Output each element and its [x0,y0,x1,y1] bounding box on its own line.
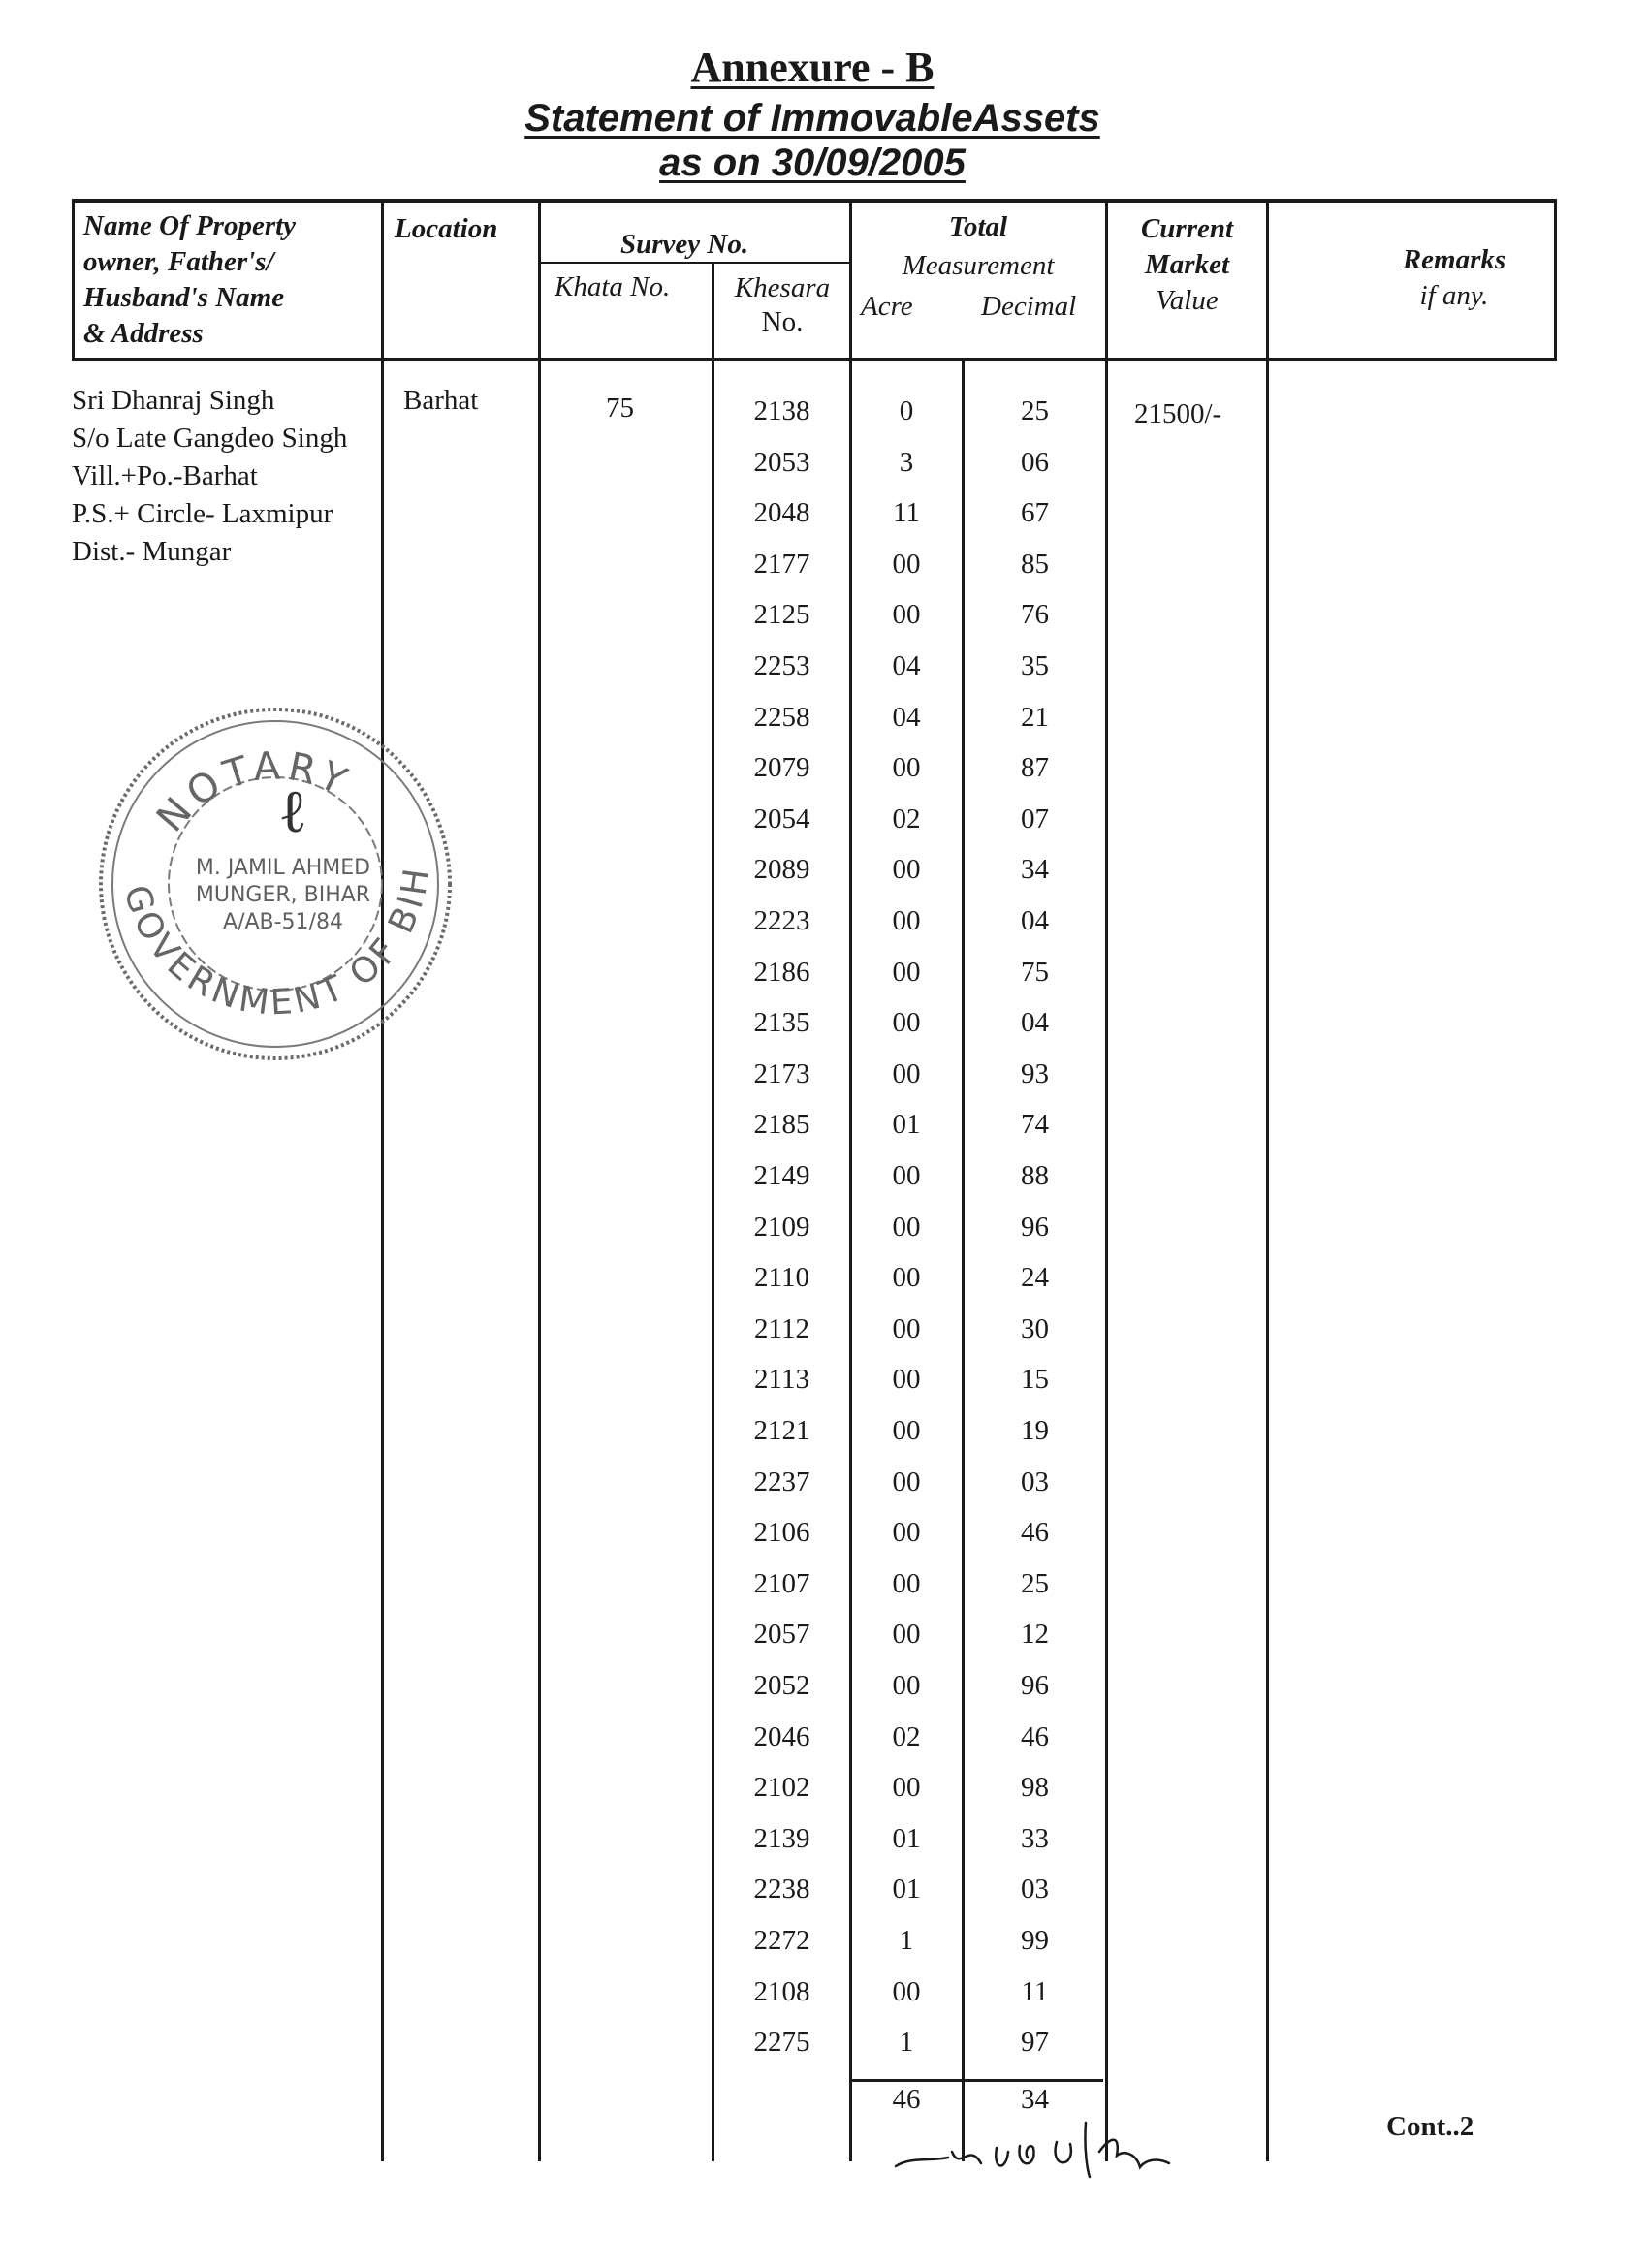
market-value: 21500/- [1134,398,1222,429]
col-header-acre: Acre [861,291,913,322]
decimal-cell: 11 [1021,1976,1049,2007]
decimal-cell: 15 [1021,1364,1049,1395]
khesara-cell: 2112 [754,1313,809,1344]
svg-text:ℓ: ℓ [278,775,307,846]
decimal-cell: 97 [1021,2027,1049,2058]
khesara-cell: 2275 [753,2027,810,2058]
khesara-cell: 2113 [754,1364,809,1395]
khata-number: 75 [606,393,634,424]
col-divider-survey [538,199,541,2161]
khesara-cell: 2177 [753,549,810,580]
acre-cell: 02 [892,1721,921,1752]
acre-cell: 00 [892,1160,921,1191]
statement-date: as on 30/09/2005 [659,142,966,184]
khesara-cell: 2238 [753,1874,810,1905]
decimal-cell: 87 [1021,752,1049,783]
khesara-cell: 2149 [753,1160,810,1191]
decimal-cell: 25 [1021,1568,1049,1599]
decimal-cell: 98 [1021,1772,1049,1803]
decimal-cell: 76 [1021,599,1049,630]
decimal-cell: 33 [1021,1823,1049,1854]
khesara-cell: 2185 [753,1109,810,1140]
acre-cell: 00 [892,1313,921,1344]
khesara-cell: 2052 [753,1670,810,1701]
acre-cell: 00 [892,905,921,936]
acre-cell: 00 [892,1466,921,1497]
col-header-owner: Name Of Property owner, Father's/ Husband's Name & Address [83,210,297,350]
khesara-cell: 2054 [753,803,810,835]
svg-text:M. JAMIL AHMED: M. JAMIL AHMED [195,856,371,880]
khesara-cell: 2272 [753,1925,810,1956]
acre-cell: 3 [899,447,914,478]
decimal-cell: 99 [1021,1925,1049,1956]
acre-cell: 00 [892,752,921,783]
acre-cell: 00 [892,1568,921,1599]
acre-cell: 00 [892,1415,921,1446]
col-header-survey: Survey No. [620,229,749,260]
khesara-cell: 2135 [753,1007,810,1038]
decimal-cell: 96 [1021,1212,1049,1243]
khesara-cell: 2121 [753,1415,810,1446]
table-right-border [1554,199,1557,361]
table-left-border [72,199,75,361]
decimal-cell: 46 [1021,1721,1049,1752]
acre-cell: 04 [892,702,921,733]
acre-cell: 1 [899,1925,914,1956]
acre-cell: 00 [892,1619,921,1650]
total-decimal: 34 [1021,2084,1049,2115]
svg-text:A/AB-51/84: A/AB-51/84 [223,910,343,934]
decimal-cell: 03 [1021,1874,1049,1905]
decimal-cell: 93 [1021,1058,1049,1089]
svg-text:GOVERNMENT OF BIHAR: GOVERNMENT OF BIH [115,862,438,1024]
decimal-cell: 07 [1021,803,1049,835]
total-underline [849,2079,1103,2082]
decimal-cell: 67 [1021,497,1049,528]
col-header-market-value: Current Market Value [1140,213,1234,317]
acre-cell: 01 [892,1874,921,1905]
decimal-cell: 46 [1021,1517,1049,1548]
decimal-cell: 12 [1021,1619,1049,1650]
decimal-cell: 75 [1021,957,1049,988]
decimal-cell: 03 [1021,1466,1049,1497]
khesara-cell: 2046 [753,1721,810,1752]
col-header-decimal: Decimal [981,291,1077,322]
acre-cell: 00 [892,599,921,630]
khesara-cell: 2258 [753,702,810,733]
col-header-remarks: Remarks if any. [1402,244,1506,312]
svg-text:MUNGER, BIHAR: MUNGER, BIHAR [195,883,371,907]
col-divider-value [1105,199,1108,2161]
khesara-cell: 2253 [753,650,810,681]
khesara-cell: 2089 [753,854,810,885]
notary-seal-icon [85,696,461,1072]
col-header-khata: Khata No. [555,271,671,302]
decimal-cell: 24 [1021,1262,1049,1293]
col-header-khesara: Khesara No. [734,272,831,337]
acre-cell: 0 [899,395,914,426]
acre-cell: 04 [892,650,921,681]
acre-cell: 00 [892,1262,921,1293]
khesara-cell: 2108 [753,1976,810,2007]
decimal-cell: 35 [1021,650,1049,681]
col-header-measurement: Measurement [902,250,1055,281]
acre-cell: 11 [893,497,920,528]
khesara-cell: 2053 [753,447,810,478]
handwritten-signature [892,2113,1241,2190]
col-divider-location [381,199,384,2161]
location-value: Barhat [403,385,479,416]
acre-cell: 00 [892,854,921,885]
khesara-cell: 2223 [753,905,810,936]
acre-cell: 00 [892,1212,921,1243]
decimal-cell: 74 [1021,1109,1049,1140]
owner-details: Sri Dhanraj Singh S/o Late Gangdeo Singh Vill.+Po.-Barhat P.S.+ Circle- Laxmipur Dist.- Mungar [72,385,348,567]
decimal-cell: 96 [1021,1670,1049,1701]
khesara-cell: 2107 [753,1568,810,1599]
acre-cell: 00 [892,1976,921,2007]
header-bottom-border [72,358,1557,361]
khesara-cell: 2110 [754,1262,809,1293]
khesara-cell: 2102 [753,1772,810,1803]
khesara-cell: 2125 [753,599,810,630]
khesara-cell: 2109 [753,1212,810,1243]
khesara-cell: 2138 [753,395,810,426]
acre-cell: 00 [892,1670,921,1701]
annexure-title: Annexure - B [690,44,935,91]
signature-icon [892,2113,1241,2190]
decimal-cell: 04 [1021,1007,1049,1038]
decimal-cell: 88 [1021,1160,1049,1191]
khesara-cell: 2237 [753,1466,810,1497]
decimal-cell: 25 [1021,395,1049,426]
continued-note: Cont..2 [1386,2111,1474,2142]
decimal-cell: 19 [1021,1415,1049,1446]
svg-text:NOTARY: NOTARY [147,743,359,841]
acre-cell: 00 [892,1364,921,1395]
acre-cell: 00 [892,957,921,988]
notary-stamp [85,696,461,1072]
decimal-cell: 06 [1021,447,1049,478]
total-acre: 46 [892,2084,921,2115]
acre-cell: 02 [892,803,921,835]
acre-cell: 1 [899,2027,914,2058]
khesara-cell: 2173 [753,1058,810,1089]
header-top-border [72,199,1557,203]
decimal-cell: 34 [1021,854,1049,885]
decimal-cell: 85 [1021,549,1049,580]
acre-cell: 00 [892,1517,921,1548]
acre-cell: 01 [892,1823,921,1854]
acre-cell: 01 [892,1109,921,1140]
acre-cell: 00 [892,1772,921,1803]
decimal-cell: 04 [1021,905,1049,936]
statement-title: Statement of ImmovableAssets [524,97,1100,140]
khesara-cell: 2048 [753,497,810,528]
decimal-cell: 30 [1021,1313,1049,1344]
col-header-total: Total [948,211,1008,242]
khesara-cell: 2186 [753,957,810,988]
acre-cell: 00 [892,1058,921,1089]
col-header-location: Location [395,213,498,244]
khesara-cell: 2057 [753,1619,810,1650]
khesara-cell: 2079 [753,752,810,783]
acre-cell: 00 [892,1007,921,1038]
khesara-cell: 2139 [753,1823,810,1854]
col-divider-remarks [1266,199,1269,2161]
decimal-cell: 21 [1021,702,1049,733]
acre-cell: 00 [892,549,921,580]
khesara-cell: 2106 [753,1517,810,1548]
